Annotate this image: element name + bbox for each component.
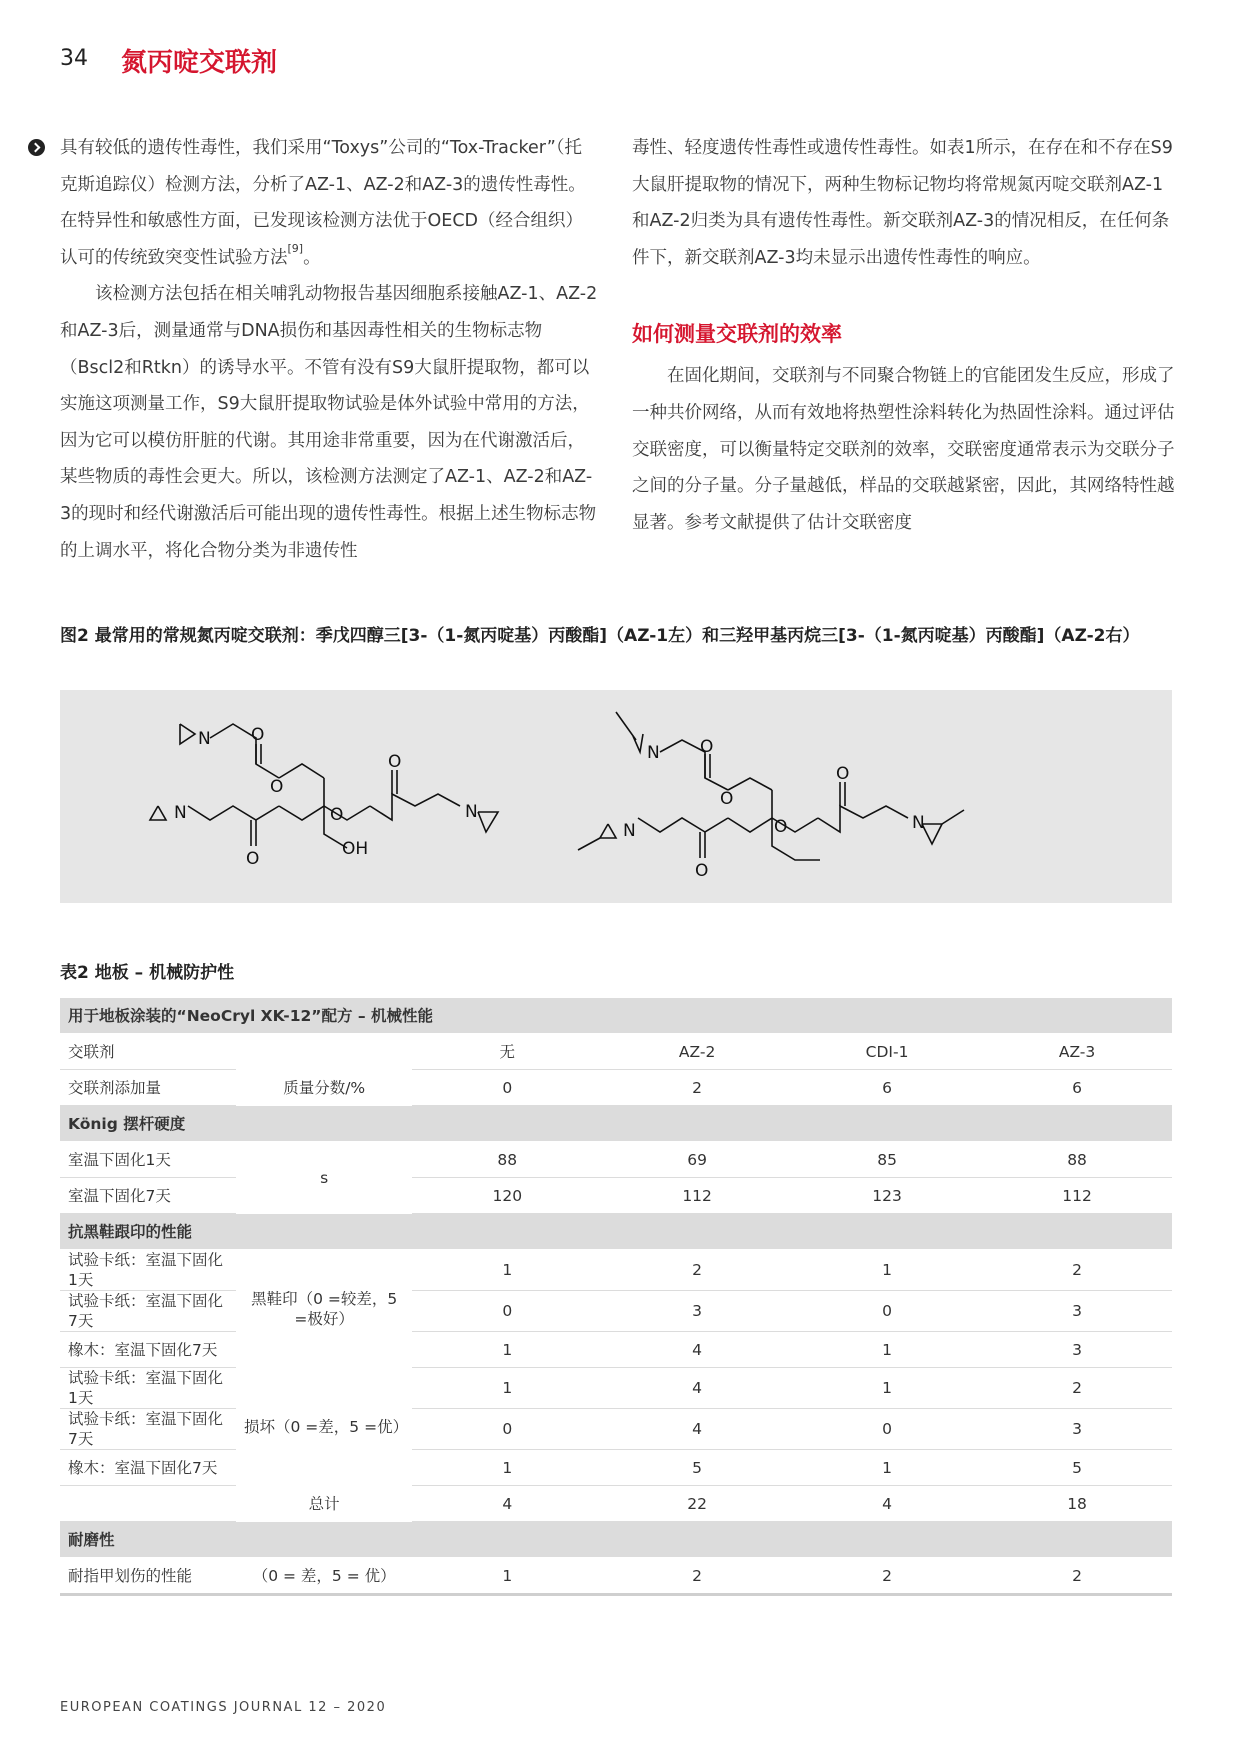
section-title: 氮丙啶交联剂	[121, 48, 278, 78]
paragraph-4: 在固化期间，交联剂与不同聚合物链上的官能团发生反应，形成了一种共价网络，从而有效地将热塑性涂料转化为热固性涂料。通过评估交联密度，可以衡量特定交联剂的效率，交联密度通常表示为交联分子之间的分子量。分子量越低，样品的交联越紧密，因此，其网络特性越显著。参考文献提供了估计交联密度	[632, 366, 1175, 533]
table-row: 橡木：室温下固化7天 1 4 1 3	[60, 1332, 1172, 1368]
right-column	[632, 130, 1178, 541]
table-row: 室温下固化7天 120 112 123 112	[60, 1178, 1172, 1214]
table-row: 试验卡纸：室温下固化7天 0 4 0 3	[60, 1409, 1172, 1450]
structure-diagram	[60, 690, 1172, 903]
atom-O: O	[836, 764, 850, 784]
table-row: 交联剂 无 AZ-2 CDI-1 AZ-3	[60, 1034, 1172, 1070]
journal-footer: EUROPEAN COATINGS JOURNAL 12 – 2020	[60, 1700, 387, 1715]
table-row: 试验卡纸：室温下固化1天 黑鞋印（0 =较差，5 =极好） 1 2 1 2	[60, 1250, 1172, 1291]
table-row: 室温下固化1天 s 88 69 85 88	[60, 1142, 1172, 1178]
atom-O: O	[330, 805, 344, 825]
table-row: 交联剂添加量 质量分数/% 0 2 6 6	[60, 1070, 1172, 1106]
figure-chemical-structures	[60, 690, 1172, 903]
atom-O: O	[700, 737, 714, 757]
atom-O: O	[251, 725, 265, 745]
table-caption: 表2 地板 – 机械防护性	[60, 963, 235, 983]
table-title-row	[60, 998, 1172, 1034]
table-row: 试验卡纸：室温下固化7天 0 3 0 3	[60, 1291, 1172, 1332]
mechanical-properties-table	[60, 998, 1172, 1596]
table-row: 试验卡纸：室温下固化1天 损坏（0 =差，5 =优） 1 4 1 2	[60, 1368, 1172, 1409]
atom-O: O	[246, 849, 260, 869]
atom-O: O	[695, 861, 709, 881]
atom-N: N	[647, 743, 660, 763]
left-column	[60, 130, 598, 569]
section-row-konig: König 摆杆硬度	[60, 1106, 1172, 1142]
table-title: 用于地板涂装的“NeoCryl XK-12”配方 – 机械性能	[60, 998, 1172, 1034]
subheading: 如何测量交联剂的效率	[632, 322, 842, 347]
atom-N: N	[465, 802, 478, 822]
reference-9: [9]	[287, 241, 304, 255]
paragraph-2: 该检测方法包括在相关哺乳动物报告基因细胞系接触AZ-1、AZ-2和AZ-3后，测量通常与DNA损伤和基因毒性相关的生物标志物（Bscl2和Rtkn）的诱导水平。不管有没有S9大鼠肝提取物，都可以实施这项测量工作，S9大鼠肝提取物试验是体外试验中常用的方法，因为它可以模仿肝脏的代谢。其用途非常重要，因为在代谢激活后，某些物质的毒性会更大。所以，该检测方法测定了AZ-1、AZ-2和AZ-3的现时和经代谢激活后可能出现的遗传性毒性。根据上述生物标志物的上调水平，将化合物分类为非遗传性	[60, 284, 598, 561]
atom-O: O	[774, 817, 788, 837]
atom-N: N	[198, 729, 211, 749]
atom-OH: OH	[342, 839, 369, 859]
section-row-heel-mark: 抗黑鞋跟印的性能	[60, 1214, 1172, 1250]
atom-O: O	[270, 777, 284, 797]
section-row-abrasion: 耐磨性	[60, 1522, 1172, 1558]
atom-N: N	[174, 803, 187, 823]
figure-caption: 图2 最常用的常规氮丙啶交联剂：季戊四醇三[3-（1-氮丙啶基）丙酸酯]（AZ-1左）和三羟甲基丙烷三[3-（1-氮丙啶基）丙酸酯]（AZ-2右）	[60, 626, 1140, 646]
atom-O: O	[388, 752, 402, 772]
table-row: 耐指甲划伤的性能 （0 = 差，5 = 优） 1 2 2 2	[60, 1558, 1172, 1595]
atom-O: O	[720, 789, 734, 809]
paragraph-1: 具有较低的遗传性毒性，我们采用“Toxys”公司的“Tox-Tracker”（托克斯追踪仪）检测方法，分析了AZ-1、AZ-2和AZ-3的遗传性毒性。在特异性和敏感性方面，已发现该检测方法优于OECD（经合组织）认可的传统致突变性试验方法[9]。	[60, 138, 586, 268]
table-row: 橡木：室温下固化7天 1 5 1 5	[60, 1450, 1172, 1486]
page-number: 34	[60, 46, 88, 71]
atom-N: N	[912, 813, 925, 833]
paragraph-3: 毒性、轻度遗传性毒性或遗传性毒性。如表1所示，在存在和不存在S9大鼠肝提取物的情况下，两种生物标记物均将常规氮丙啶交联剂AZ-1和AZ-2归类为具有遗传性毒性。新交联剂AZ-3的情况相反，在任何条件下，新交联剂AZ-3均未显示出遗传性毒性的响应。	[632, 138, 1173, 268]
az2-structure	[578, 712, 964, 860]
atom-N: N	[623, 821, 636, 841]
bullet-arrow-icon	[28, 139, 45, 156]
total-row: 总计 4 22 4 18	[60, 1486, 1172, 1522]
